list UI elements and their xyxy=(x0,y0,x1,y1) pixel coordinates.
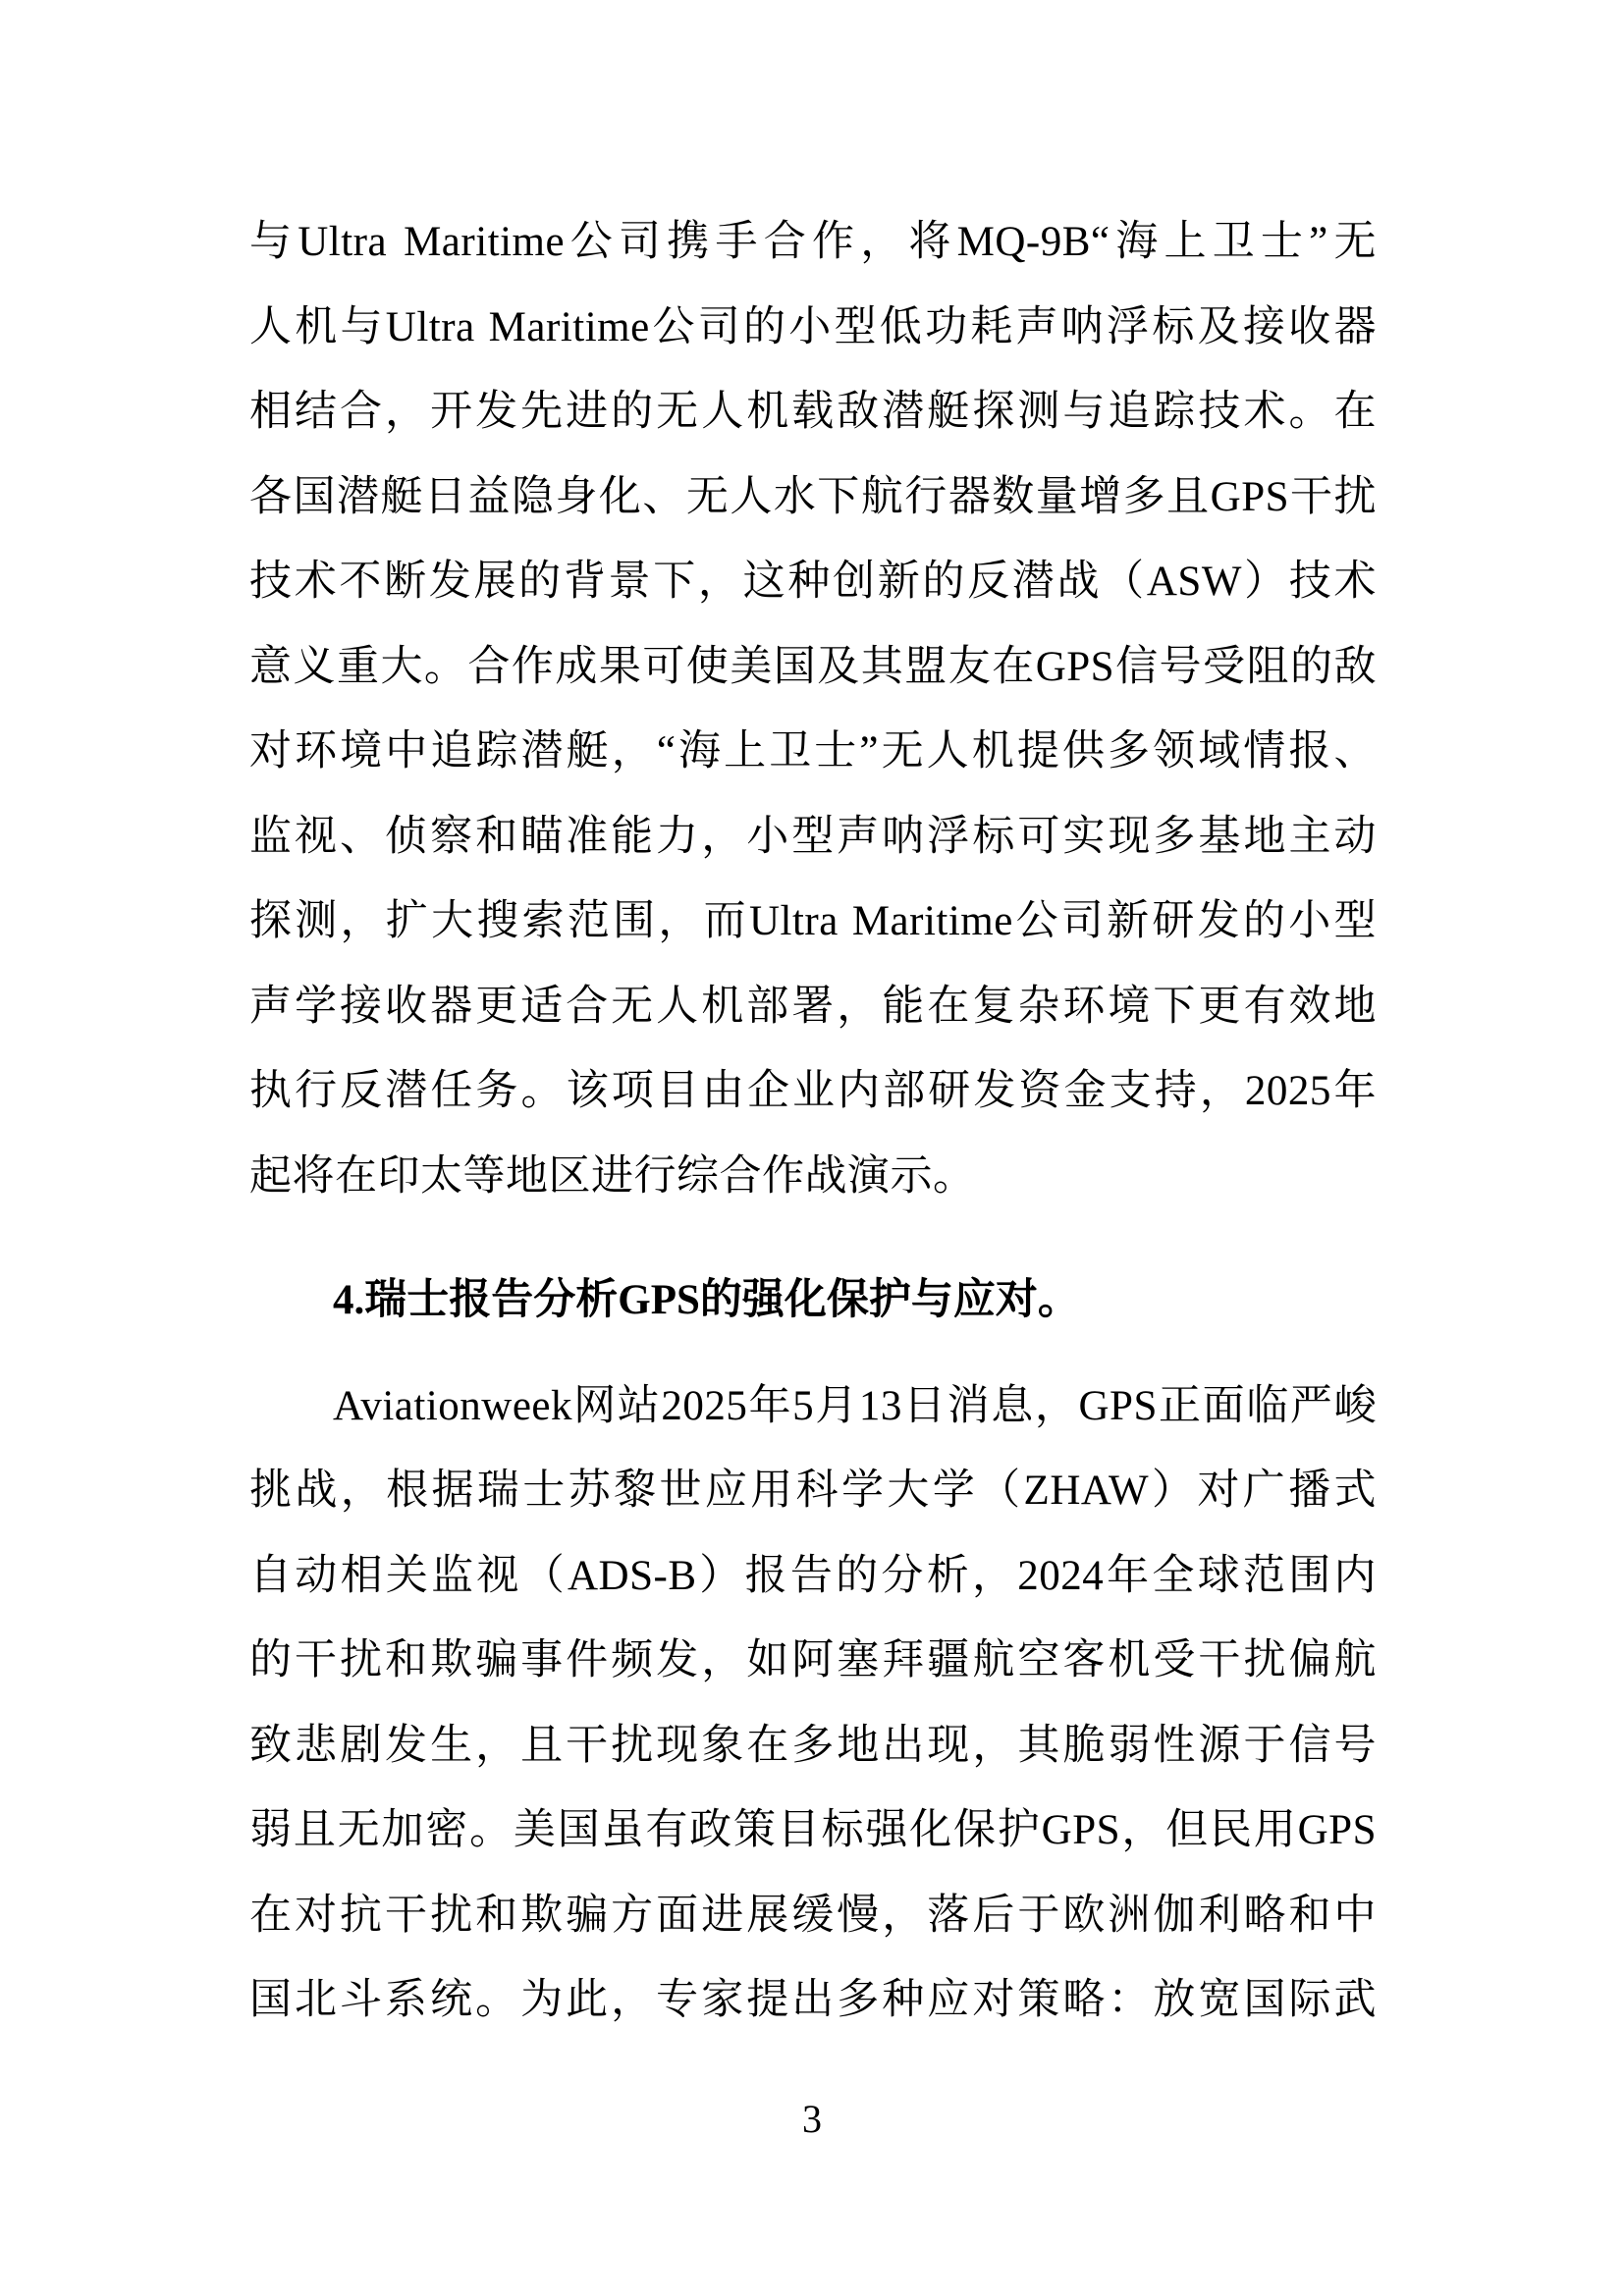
body-line: 意义重大。合作成果可使美国及其盟友在GPS信号受阻的敌 xyxy=(249,643,1377,690)
body-line: Aviationweek网站2025年5月13日消息，GPS正面临严峻 xyxy=(333,1382,1377,1429)
paragraph-1 xyxy=(249,200,1377,1219)
body-line: 的干扰和欺骗事件频发，如阿塞拜疆航空客机受干扰偏航 xyxy=(249,1637,1377,1683)
body-line: 相结合，开发先进的无人机载敌潜艇探测与追踪技术。在 xyxy=(249,389,1377,435)
body-line: 监视、侦察和瞄准能力，小型声呐浮标可实现多基地主动 xyxy=(249,813,1377,860)
body-line: 人机与Ultra Maritime公司的小型低功耗声呐浮标及接收器 xyxy=(249,303,1377,350)
text-block xyxy=(249,200,1377,2044)
section-heading: 4.瑞士报告分析GPS的强化保护与应对。 xyxy=(333,1277,1080,1323)
page-number: 3 xyxy=(802,2097,822,2141)
body-line: 与Ultra Maritime公司携手合作，将MQ-9B“海上卫士”无 xyxy=(249,219,1377,265)
body-line: 起将在印太等地区进行综合作战演示。 xyxy=(249,1152,976,1200)
body-line: 技术不断发展的背景下，这种创新的反潜战（ASW）技术 xyxy=(249,559,1377,605)
body-line: 致悲剧发生，且干扰现象在多地出现，其脆弱性源于信号 xyxy=(249,1722,1377,1769)
body-line: 挑战，根据瑞士苏黎世应用科学大学（ZHAW）对广播式 xyxy=(249,1468,1377,1514)
body-line: 对环境中追踪潜艇，“海上卫士”无人机提供多领域情报、 xyxy=(249,728,1377,774)
body-line: 声学接收器更适合无人机部署，能在复杂环境下更有效地 xyxy=(249,983,1377,1030)
body-line: 探测，扩大搜索范围，而Ultra Maritime公司新研发的小型 xyxy=(249,898,1377,944)
body-line: 各国潜艇日益隐身化、无人水下航行器数量增多且GPS干扰 xyxy=(249,473,1377,520)
body-line: 执行反潜任务。该项目由企业内部研发资金支持，2025年 xyxy=(249,1068,1377,1114)
body-line: 国北斗系统。为此，专家提出多种应对策略：放宽国际武 xyxy=(249,1977,1377,2023)
paragraph-2 xyxy=(249,1364,1377,2044)
body-line: 自动相关监视（ADS-B）报告的分析，2024年全球范围内 xyxy=(249,1552,1377,1599)
body-line: 在对抗干扰和欺骗方面进展缓慢，落后于欧洲伽利略和中 xyxy=(249,1892,1377,1939)
body-line: 弱且无加密。美国虽有政策目标强化保护GPS，但民用GPS xyxy=(249,1807,1377,1853)
